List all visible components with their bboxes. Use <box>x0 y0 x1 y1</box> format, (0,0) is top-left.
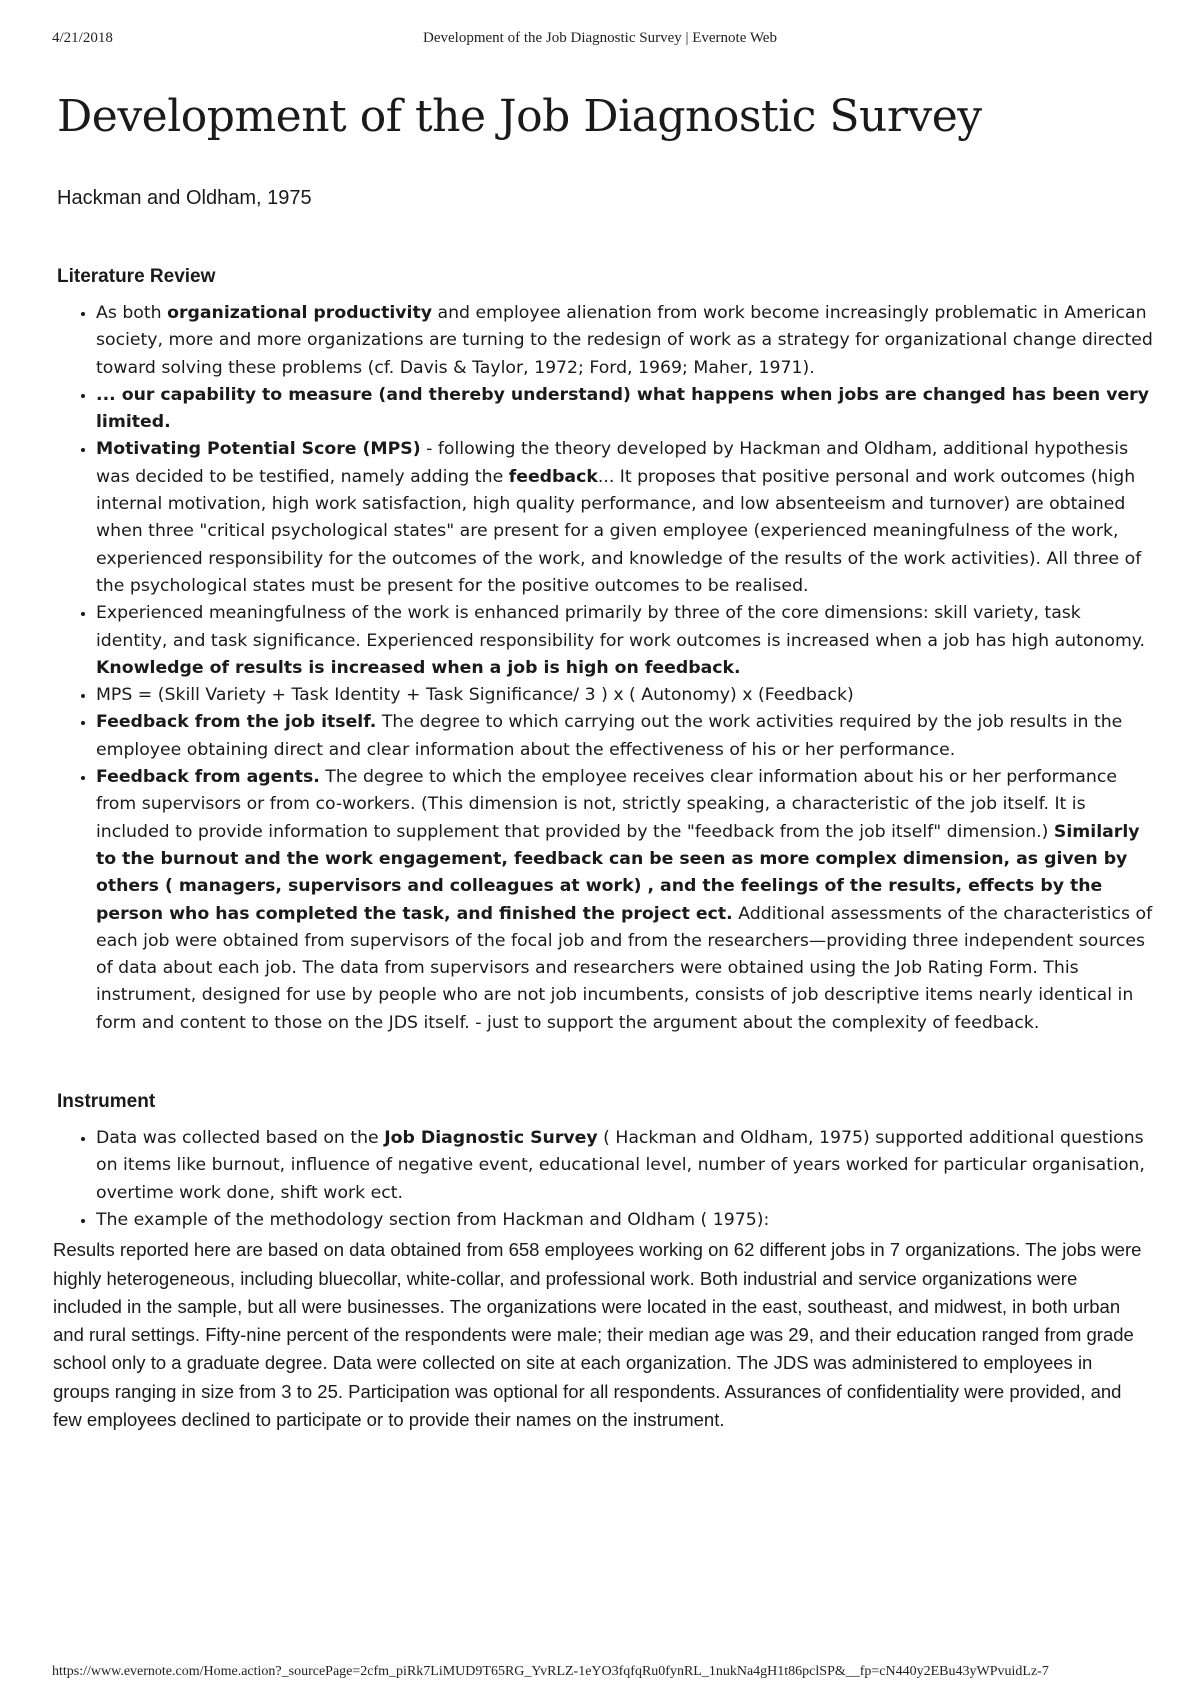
note-content <box>53 86 1157 1453</box>
list-item <box>96 709 1157 764</box>
bold-text: ... our capability to measure (and thereby understand) what happens when jobs are changed has been very limited. <box>96 384 1149 433</box>
instrument-list <box>57 1125 1157 1234</box>
list-item <box>96 764 1157 1037</box>
section-heading-instrument: Instrument <box>57 1091 156 1113</box>
text-run: ( Hackman and Oldham, 1975) supported additional questions on items like burnout, influence of negative event, educational level, number of years worked for particular organisation, overtime work done, shift work ect. <box>96 1128 1145 1203</box>
text-run: The degree to which the employee receives clear information about his or her performance from supervisors or from co-workers. (This dimension is not, strictly speaking, a characteristic of the job itself. It is included to provide information to supplement that provided by the "feedback from the job itself" dimension.) <box>96 767 1117 842</box>
bold-text: Feedback from agents. <box>96 767 320 788</box>
print-page-title: Development of the Job Diagnostic Survey | Evernote Web <box>423 30 777 46</box>
note-title: Development of the Job Diagnostic Survey <box>57 91 982 142</box>
bold-text: Motivating Potential Score (MPS) <box>96 439 421 460</box>
list-item <box>96 1125 1157 1207</box>
bold-text: Job Diagnostic Survey <box>384 1128 598 1149</box>
bold-text: Similarly to the burnout and the work engagement, feedback can be seen as more complex dimension, as given by others ( managers, supervisors and colleagues at work) , and the feelings of the results, effects by the person who has completed the task, and finished the project ect. <box>96 821 1140 924</box>
text-run: Data was collected based on the <box>96 1128 385 1149</box>
bold-text: Knowledge of results is increased when a job is high on feedback. <box>96 657 741 678</box>
list-item <box>96 600 1157 682</box>
list-item <box>96 1207 1157 1234</box>
print-date: 4/21/2018 <box>52 30 113 46</box>
print-footer-url: https://www.evernote.com/Home.action?_sourcePage=2cfm_piRk7LiMUD9T65RG_YvRLZ-1eYO3fqfqRu0fynRL_1nukNa4gH1t86pclSP&__fp=cN440y2EBu43yWPvuidLz-7 <box>52 1664 1049 1679</box>
list-item <box>96 682 1157 709</box>
bold-text: organizational productivity <box>167 303 433 323</box>
list-item <box>96 382 1157 437</box>
text-run: - following the theory developed by Hackman and Oldham, additional hypothesis was decided to be testified, namely adding the <box>96 439 1129 487</box>
text-run: Additional assessments of the characteristics of each job were obtained from supervisors of the focal job and from the researchers—providing three independent sources of data about each job. The data from supervisors and researchers were obtained using the Job Rating Form. This instrument, designed for use by people who are not job incumbents, consists of job descriptive items nearly identical in form and content to those on the JDS itself. - just to support the argument about the complexity of feedback. <box>96 903 1153 1033</box>
text-run: The example of the methodology section from Hackman and Oldham ( 1975): <box>96 1209 770 1230</box>
print-header <box>0 30 1200 54</box>
text-run: ... It proposes that positive personal and work outcomes (high internal motivation, high work satisfaction, high quality performance, and low absenteeism and turnover) are obtained when three "critical psychological states" are present for a given employee (experienced meaningfulness of the work, experienced responsibility for the outcomes of the work, and knowledge of the results of the work activities). All three of the psychological states must be present for the positive outcomes to be realised. <box>96 466 1142 596</box>
text-run: The degree to which carrying out the work activities required by the job results in the employee obtaining direct and clear information about the effectiveness of his or her performance. <box>96 712 1123 760</box>
note-byline: Hackman and Oldham, 1975 <box>57 187 312 209</box>
text-run: Experienced meaningfulness of the work is enhanced primarily by three of the core dimensions: skill variety, task identity, and task significance. Experienced responsibility for work outcomes is increased when a job has high autonomy. <box>96 603 1146 651</box>
text-run: MPS = (Skill Variety + Task Identity + Task Significance/ 3 ) x ( Autonomy) x (Feedback) <box>96 685 854 706</box>
results-paragraph: Results reported here are based on data obtained from 658 employees working on 62 different jobs in 7 organizations. The jobs were highly heterogeneous, including bluecollar, white-collar, and professional work. Both industrial and service organizations were included in the sample, but all were businesses. The organizations were located in the east, southeast, and midwest, in both urban and rural settings. Fifty-nine percent of the respondents were male; their median age was 29, and their education ranged from grade school only to a graduate degree. Data were collected on site at each organization. The JDS was administered to employees in groups ranging in size from 3 to 25. Participation was optional for all respondents. Assurances of confidentiality were provided, and few employees declined to participate or to provide their names on the instrument. <box>53 1239 1142 1430</box>
bold-text: Feedback from the job itself. <box>96 712 377 733</box>
list-item <box>96 436 1157 600</box>
text-run: and employee alienation from work become increasingly problematic in American society, more and more organizations are turning to the redesign of work as a strategy for organizational change directed toward solving these problems (cf. Davis & Taylor, 1972; Ford, 1969; Maher, 1971). <box>96 303 1153 378</box>
text-run: As both <box>96 303 168 323</box>
list-item <box>96 300 1157 382</box>
literature-review-list <box>57 300 1157 1037</box>
section-heading-literature-review: Literature Review <box>57 266 216 287</box>
bold-text: feedback <box>508 466 598 487</box>
